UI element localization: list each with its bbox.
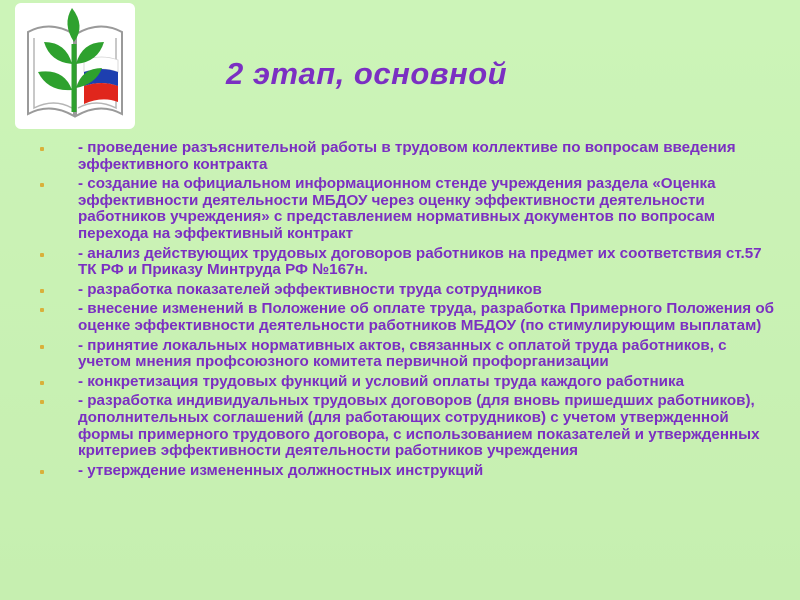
list-item-text: - проведение разъяснительной работы в трудовом коллективе по вопросам введения эффективного контракта: [78, 139, 736, 173]
list-item: [40, 301, 780, 334]
bullet-icon: [40, 183, 44, 187]
profsoyuz-logo-icon: [14, 2, 136, 130]
list-item-text: - конкретизация трудовых функций и условий оплаты труда каждого работника: [78, 372, 685, 390]
list-item: [40, 246, 780, 279]
bullet-icon: [40, 470, 44, 474]
bullet-icon: [40, 253, 44, 257]
list-item-text: - утверждение измененных должностных инструкций: [78, 461, 484, 479]
bullet-icon: [40, 381, 44, 385]
list-item-text: - анализ действующих трудовых договоров работников на предмет их соответствия ст.57 ТК РФ и Приказу Минтруда РФ №167н.: [78, 244, 762, 279]
list-item-text: - создание на официальном информационном стенде учреждения раздела «Оценка эффективности деятельности МБДОУ через оценку эффективности деятельности работников учреждения» с представлением нормативных документов по вопросам перехода на эффективный контракт: [78, 175, 716, 242]
list-item: [40, 282, 780, 299]
list-item: [40, 393, 780, 459]
list-item: [40, 176, 780, 242]
slide-title: 2 этап, основной: [226, 56, 508, 91]
list-item-text: - принятие локальных нормативных актов, связанных с оплатой труда работников, с учетом мнения профсоюзного комитета первичной профорганизации: [78, 336, 727, 371]
bullet-icon: [40, 345, 44, 349]
list-item-text: - внесение изменений в Положение об оплате труда, разработка Примерного Положения об оценке эффективности деятельности работников МБДОУ (по стимулирующим выплатам): [78, 300, 775, 334]
list-item: [40, 140, 780, 173]
list-item-text: - разработка показателей эффективности труда сотрудников: [78, 280, 542, 298]
bullet-icon: [40, 308, 44, 312]
bullet-icon: [40, 400, 44, 404]
list-item-text: - разработка индивидуальных трудовых договоров (для вновь пришедших работников), дополнительных соглашений (для работающих сотрудников) с учетом утвержденной формы примерного трудового договора, с использованием показателей и утвержденных критериев эффективности деятельности работников учреждения: [78, 392, 760, 460]
bullet-icon: [40, 147, 44, 151]
bullet-list: [40, 140, 780, 482]
list-item: [40, 338, 780, 371]
list-item: [40, 374, 780, 391]
list-item: [40, 463, 780, 480]
bullet-icon: [40, 289, 44, 293]
